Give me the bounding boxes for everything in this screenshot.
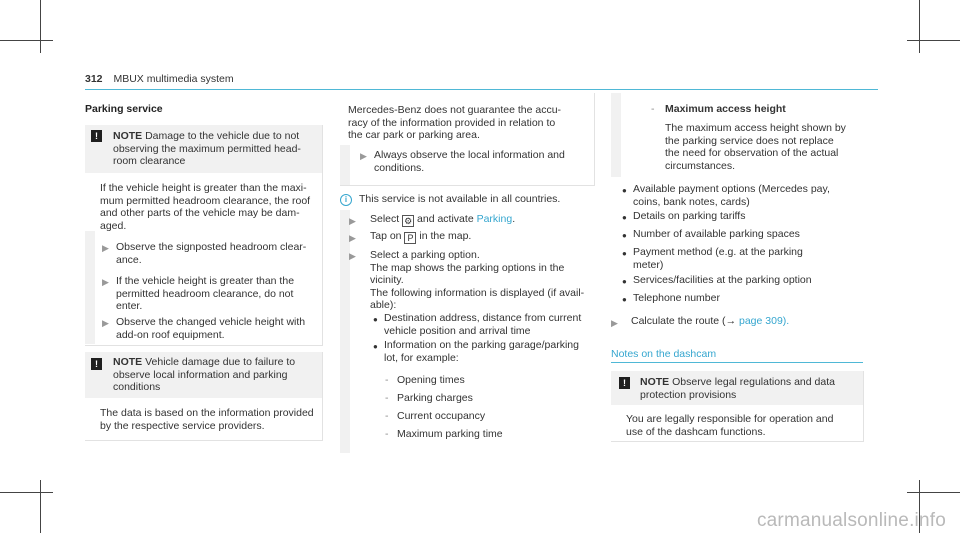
bullet-icon: ● (622, 213, 627, 222)
text-line: mum permitted headroom clearance, the roof (100, 194, 311, 207)
text-line: Select a parking option. (370, 249, 480, 261)
note-line: protection provisions (640, 388, 737, 401)
text-line: the need for observation of the actual (665, 147, 839, 159)
note-line: observe local information and parking (113, 368, 288, 381)
text-line: aged. (100, 219, 127, 232)
step-arrow-icon: ▶ (349, 251, 356, 261)
note-box-local-info (85, 352, 323, 441)
text-span: Select (370, 213, 400, 225)
warning-icon: ! (91, 130, 102, 142)
text-line: Payment method (e.g. at the parking (633, 246, 803, 258)
note-line: Damage to the vehicle due to not (145, 130, 300, 142)
gear-icon: ⚙ (404, 216, 413, 226)
text-line: Available payment options (Mercedes pay, (633, 183, 830, 195)
step-arrow-icon: ▶ (102, 243, 109, 253)
text-line: ance. (116, 253, 142, 266)
text-line: conditions. (374, 161, 425, 174)
list-item: Telephone number (633, 292, 720, 304)
text-line: Observe the changed vehicle height with (116, 316, 306, 328)
list-item (384, 339, 594, 364)
text-span: Calculate the route ( (631, 315, 726, 327)
dash-marker: - (385, 410, 389, 422)
crop-mark (0, 40, 53, 41)
step-arrow-icon: ▶ (611, 318, 618, 328)
note-text (640, 376, 860, 401)
step-bar (611, 93, 621, 177)
parking-link[interactable]: Parking (476, 213, 513, 225)
text-span: and activate (417, 213, 474, 225)
note-line: room clearance (113, 155, 186, 167)
list-item: Number of available parking spaces (633, 228, 800, 240)
text-line: able): (370, 299, 397, 311)
list-item (633, 246, 863, 271)
step-bar (340, 210, 350, 453)
text-line: Mercedes-Benz does not guarantee the accu- (348, 104, 562, 116)
step-arrow-icon: ▶ (102, 318, 109, 328)
text-line: Always observe the local information and (374, 149, 565, 161)
step-item (116, 275, 320, 313)
dash-title: Maximum access height (665, 103, 786, 115)
warning-icon: ! (619, 377, 630, 389)
step-item (370, 249, 594, 312)
step-arrow-icon: ▶ (102, 277, 109, 287)
step-item (374, 149, 592, 174)
text-line: vicinity. (370, 274, 404, 286)
text-line: lot, for example: (384, 351, 459, 364)
step-bar (340, 145, 350, 185)
note-label: NOTE (640, 376, 670, 388)
bullet-icon: ● (373, 315, 378, 324)
text-line: The map shows the parking options in the (370, 261, 565, 274)
list-item: Parking charges (397, 392, 473, 404)
note-box-headroom (85, 125, 323, 346)
step-item (116, 241, 320, 266)
note-line: Vehicle damage due to failure to (145, 356, 296, 368)
list-item (633, 183, 863, 208)
list-item: Maximum parking time (397, 428, 503, 440)
page-ref-link[interactable]: page 309). (738, 315, 790, 327)
text-line: circumstances. (665, 159, 736, 172)
note-label: NOTE (113, 356, 143, 368)
list-item: Current occupancy (397, 410, 486, 422)
crop-mark (919, 0, 920, 53)
text-line: coins, bank notes, cards) (633, 195, 750, 208)
step-arrow-icon: ▶ (349, 233, 356, 243)
text-line: The following information is displayed (if avail- (370, 286, 585, 299)
step-bar (85, 231, 95, 344)
step-item (370, 230, 471, 244)
box-text (348, 104, 592, 142)
page-header-title: MBUX multimedia system (113, 73, 234, 85)
step-arrow-icon: ▶ (360, 151, 367, 161)
text-line: racy of the information provided in relation to (348, 116, 556, 129)
note-text (113, 130, 318, 168)
section-title: Parking service (85, 103, 163, 115)
text-line: Information on the parking garage/parking (384, 339, 579, 351)
notes-title-underline (611, 362, 863, 363)
text-line: You are legally responsible for operation and (626, 413, 834, 425)
text-line: The maximum access height shown by (665, 122, 846, 134)
text-line: The data is based on the information provided (100, 407, 314, 419)
bullet-icon: ● (622, 295, 627, 304)
page-number: 312 (85, 73, 103, 85)
note-line: observing the maximum permitted head- (113, 142, 301, 155)
bullet-icon: ● (622, 186, 627, 195)
crop-mark (907, 492, 960, 493)
step-item (631, 315, 789, 328)
dash-marker: - (651, 103, 655, 115)
note-text (113, 356, 318, 394)
text-line: by the respective service providers. (100, 419, 265, 432)
text-line: add-on roof equipment. (116, 328, 225, 341)
text-line: vehicle position and arrival time (384, 324, 531, 337)
notes-title: Notes on the dashcam (611, 348, 717, 360)
dash-text (665, 122, 865, 172)
parking-icon: P (404, 232, 416, 244)
bullet-icon: ● (622, 277, 627, 286)
note-line: conditions (113, 381, 161, 393)
bullet-icon: ● (373, 342, 378, 351)
text-span: Tap on (370, 230, 402, 242)
list-item: Services/facilities at the parking option (633, 274, 812, 286)
note-body (626, 413, 862, 438)
note-continuation-box (340, 93, 595, 186)
step-item (116, 316, 320, 341)
note-label: NOTE (113, 130, 143, 142)
text-line: use of the dashcam functions. (626, 425, 766, 438)
crop-mark (0, 492, 53, 493)
step-arrow-icon: ▶ (349, 216, 356, 226)
header-divider (85, 89, 878, 90)
text-line: the car park or parking area. (348, 129, 480, 141)
text-line: meter) (633, 258, 664, 271)
step-item: Select ⚙ and activate Parking. (370, 213, 516, 226)
crop-mark (40, 0, 41, 53)
crop-mark (907, 40, 960, 41)
info-text: This service is not available in all countries. (359, 193, 561, 205)
dash-marker: - (385, 428, 389, 440)
text-line: the parking service does not replace (665, 134, 834, 147)
text-line: permitted headroom clearance, do not (116, 287, 294, 300)
text-line: Destination address, distance from current (384, 312, 582, 324)
bullet-icon: ● (622, 231, 627, 240)
text-line: If the vehicle height is greater than the maxi- (100, 182, 307, 194)
page-header (85, 73, 234, 86)
note-body (100, 407, 322, 432)
crop-mark (40, 480, 41, 533)
text-line: and other parts of the vehicle may be dam- (100, 207, 300, 219)
list-item (384, 312, 594, 337)
page-ref-arrow-icon: → (725, 315, 737, 327)
text-line: Observe the signposted headroom clear- (116, 241, 307, 253)
bullet-icon: ● (622, 249, 627, 258)
text-line: enter. (116, 300, 143, 312)
text-line: If the vehicle height is greater than the (116, 275, 295, 287)
info-icon: i (340, 194, 352, 206)
note-body (100, 182, 320, 232)
list-item: Opening times (397, 374, 465, 386)
note-box-dashcam (611, 371, 864, 442)
dash-marker: - (385, 392, 389, 404)
note-line: Observe legal regulations and data (672, 376, 835, 388)
dash-marker: - (385, 374, 389, 386)
list-item: Details on parking tariffs (633, 210, 746, 222)
watermark: carmanualsonline.info (756, 509, 946, 531)
warning-icon: ! (91, 358, 102, 370)
text-span: in the map. (419, 230, 472, 242)
